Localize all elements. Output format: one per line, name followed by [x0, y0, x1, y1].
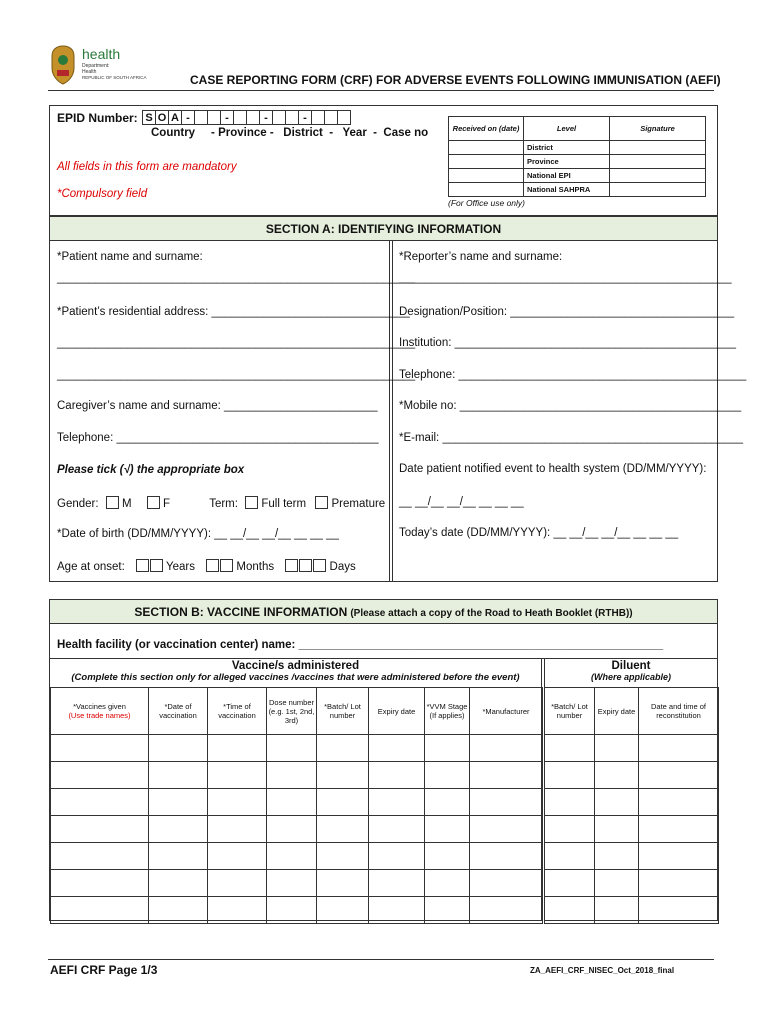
vaccines-heading-block: [50, 659, 541, 687]
epid-cell[interactable]: [312, 111, 325, 125]
mandatory-note: All fields in this form are mandatory: [57, 161, 237, 173]
vaccine-row-cell[interactable]: [470, 735, 543, 762]
epid-cell[interactable]: [286, 111, 299, 125]
epid-cell: -: [260, 111, 273, 125]
age-label: Age at onset:: [57, 561, 125, 573]
diluent-table: [544, 687, 719, 924]
designation-field[interactable]: Designation/Position: ___________________________________: [399, 306, 735, 318]
diluent-row-cell[interactable]: [639, 762, 719, 789]
diluent-row-cell[interactable]: [545, 735, 595, 762]
office-cell[interactable]: [610, 141, 706, 155]
diluent-row: [545, 843, 719, 870]
diluent-row: [545, 762, 719, 789]
vaccine-row-cell[interactable]: [317, 870, 369, 897]
vaccine-row-cell[interactable]: [51, 789, 149, 816]
logo-dept: Department:: [82, 63, 110, 69]
vaccine-row-cell[interactable]: [470, 843, 543, 870]
vaccine-row-cell[interactable]: [317, 843, 369, 870]
col-trade-note: (Use trade names): [68, 711, 131, 720]
office-table: [448, 116, 706, 197]
vaccine-row-cell[interactable]: [51, 762, 149, 789]
vaccine-row-cell[interactable]: [208, 816, 267, 843]
section-b-title: SECTION B: VACCINE INFORMATION: [134, 605, 348, 619]
age-days-box-3[interactable]: [313, 559, 326, 572]
vaccine-row-cell[interactable]: [267, 816, 317, 843]
vaccine-row-cell[interactable]: [208, 735, 267, 762]
col-date: *Date of vaccination: [149, 688, 208, 735]
fullterm-label: Full term: [261, 498, 307, 510]
age-years-box-2[interactable]: [150, 559, 163, 572]
vaccine-row-cell[interactable]: [149, 816, 208, 843]
diluent-row-cell[interactable]: [595, 762, 639, 789]
diluent-row-cell[interactable]: [595, 735, 639, 762]
vaccine-row-cell[interactable]: [149, 762, 208, 789]
vaccine-row-cell[interactable]: [267, 762, 317, 789]
epid-cell[interactable]: [234, 111, 247, 125]
vaccine-row-cell[interactable]: [470, 870, 543, 897]
vaccine-row-cell[interactable]: [425, 789, 470, 816]
vaccine-row-cell[interactable]: [369, 870, 425, 897]
vaccine-row-cell[interactable]: [149, 843, 208, 870]
epid-cell[interactable]: [338, 111, 351, 125]
office-signature-header: Signature: [610, 117, 706, 141]
epid-cells: [142, 110, 351, 125]
notified-date-field[interactable]: __ __/__ __/__ __ __ __: [399, 496, 524, 508]
vaccine-row: [51, 735, 543, 762]
office-cell[interactable]: [449, 169, 524, 183]
office-level-district: District: [524, 141, 610, 155]
office-level-header: Level: [524, 117, 610, 141]
vaccine-row-cell[interactable]: [208, 897, 267, 924]
vaccines-note: (Complete this section only for alleged vaccines /vaccines that were administered before the event): [71, 672, 520, 683]
vaccine-row-cell[interactable]: [425, 843, 470, 870]
vaccine-row-cell[interactable]: [369, 789, 425, 816]
vaccine-row: [51, 816, 543, 843]
col-dose: Dose number (e.g. 1st, 2nd, 3rd): [267, 688, 317, 735]
vaccine-row: [51, 870, 543, 897]
diluent-row-cell[interactable]: [545, 816, 595, 843]
patient-name-label: *Patient name and surname:: [57, 251, 203, 263]
diluent-row: [545, 870, 719, 897]
diluent-row-cell[interactable]: [639, 870, 719, 897]
office-cell[interactable]: [449, 155, 524, 169]
vaccine-row-cell[interactable]: [470, 789, 543, 816]
vaccine-row-cell[interactable]: [149, 789, 208, 816]
vaccine-row-cell[interactable]: [369, 897, 425, 924]
vaccine-row: [51, 843, 543, 870]
vaccine-row-cell[interactable]: [267, 789, 317, 816]
epid-cell[interactable]: [208, 111, 221, 125]
diluent-row-cell[interactable]: [639, 816, 719, 843]
vaccine-row-cell[interactable]: [267, 735, 317, 762]
col-diluent-expiry: Expiry date: [595, 688, 639, 735]
section-b-title-note: (Please attach a copy of the Road to Heath Booklet (RTHB)): [350, 608, 633, 619]
col-manufacturer: *Manufacturer: [470, 688, 543, 735]
epid-cell: O: [156, 111, 169, 125]
diluent-row: [545, 897, 719, 924]
vaccines-heading: Vaccine/s administered: [231, 660, 360, 672]
diluent-row-cell[interactable]: [595, 897, 639, 924]
office-cell[interactable]: [449, 183, 524, 197]
epid-sublabels: Country - Province - District - Year - Case no: [151, 127, 429, 139]
epid-cell[interactable]: [247, 111, 260, 125]
diluent-row-cell[interactable]: [639, 843, 719, 870]
diluent-row-cell[interactable]: [545, 870, 595, 897]
age-years-label: Years: [165, 561, 195, 573]
vaccine-row-cell[interactable]: [470, 897, 543, 924]
diluent-row-cell[interactable]: [639, 735, 719, 762]
premature-checkbox[interactable]: [315, 496, 328, 509]
vaccine-row: [51, 762, 543, 789]
col-diluent-reconstitution: Date and time of reconstitution: [639, 688, 719, 735]
caregiver-field[interactable]: Caregiver’s name and surname: ________________________: [57, 400, 378, 412]
vaccine-row-cell[interactable]: [51, 843, 149, 870]
patient-address-line-2[interactable]: ________________________________________________________: [57, 337, 416, 349]
vaccine-row-cell[interactable]: [267, 843, 317, 870]
vaccine-row-cell[interactable]: [369, 843, 425, 870]
section-a-header: [50, 217, 717, 241]
diluent-row-cell[interactable]: [639, 897, 719, 924]
section-a-divider: [389, 241, 393, 582]
gender-row: [57, 496, 385, 510]
office-cell[interactable]: [610, 183, 706, 197]
premature-label: Premature: [331, 498, 386, 510]
gender-f-label: F: [162, 498, 170, 510]
vaccine-row: [51, 789, 543, 816]
mobile-field[interactable]: *Mobile no: ____________________________________________: [399, 400, 742, 412]
vaccine-row-cell[interactable]: [149, 735, 208, 762]
patient-address-field[interactable]: *Patient’s residential address: _______________________________: [57, 306, 410, 318]
reporter-name-label: *Reporter’s name and surname:: [399, 251, 563, 263]
gender-m-label: M: [121, 498, 132, 510]
age-months-box-2[interactable]: [220, 559, 233, 572]
dob-field[interactable]: *Date of birth (DD/MM/YYYY): __ __/__ __/__ __ __ __: [57, 528, 339, 540]
office-level-sahpra: National SAHPRA: [524, 183, 610, 197]
term-label: Term:: [209, 498, 238, 510]
office-level-province: Province: [524, 155, 610, 169]
vaccine-row-cell[interactable]: [317, 762, 369, 789]
institution-field[interactable]: Institution: ____________________________________________: [399, 337, 737, 349]
office-cell[interactable]: [610, 155, 706, 169]
logo-name: health: [82, 46, 121, 62]
diluent-row: [545, 789, 719, 816]
col-batch: *Batch/ Lot number: [317, 688, 369, 735]
vaccine-row-cell[interactable]: [51, 870, 149, 897]
footer-rule: [48, 959, 714, 960]
diluent-heading-block: [545, 659, 717, 687]
epid-cell: -: [182, 111, 195, 125]
vaccine-row-cell[interactable]: [470, 816, 543, 843]
vaccine-row-cell[interactable]: [317, 789, 369, 816]
vaccine-row-cell[interactable]: [317, 897, 369, 924]
epid-cell: A: [169, 111, 182, 125]
section-b-header: [50, 600, 717, 624]
vaccine-row-cell[interactable]: [425, 897, 470, 924]
diluent-row-cell[interactable]: [639, 789, 719, 816]
reporter-name-field[interactable]: ____________________________________________________: [399, 272, 732, 284]
vaccine-row-cell[interactable]: [369, 762, 425, 789]
age-years-box-1[interactable]: [136, 559, 149, 572]
form-title: CASE REPORTING FORM (CRF) FOR ADVERSE EVENTS FOLLOWING IMMUNISATION (AEFI): [190, 73, 721, 87]
vaccine-row-cell[interactable]: [267, 870, 317, 897]
age-days-label: Days: [329, 561, 356, 573]
coat-of-arms-icon: [48, 44, 78, 86]
age-row: [57, 559, 356, 573]
logo-country: REPUBLIC OF SOUTH AFRICA: [82, 75, 147, 80]
vaccine-row-cell[interactable]: [149, 870, 208, 897]
diluent-row-cell[interactable]: [595, 789, 639, 816]
footer-code: ZA_AEFI_CRF_NISEC_Oct_2018_final: [530, 966, 675, 975]
diluent-row-cell[interactable]: [545, 789, 595, 816]
compulsory-note: *Compulsory field: [57, 188, 148, 200]
col-expiry: Expiry date: [369, 688, 425, 735]
office-cell[interactable]: [610, 169, 706, 183]
age-months-label: Months: [236, 561, 275, 573]
vaccine-row-cell[interactable]: [425, 816, 470, 843]
epid-cell[interactable]: [195, 111, 208, 125]
diluent-row: [545, 735, 719, 762]
diluent-row-cell[interactable]: [545, 897, 595, 924]
vaccine-row-cell[interactable]: [369, 735, 425, 762]
col-vaccines-given-label: *Vaccines given: [73, 702, 126, 711]
diluent-row-cell[interactable]: [595, 870, 639, 897]
gender-m-checkbox[interactable]: [106, 496, 119, 509]
patient-address-line-3[interactable]: ________________________________________________________: [57, 369, 416, 381]
office-cell[interactable]: [449, 141, 524, 155]
section-a-title: SECTION A: IDENTIFYING INFORMATION: [265, 222, 502, 236]
epid-cell[interactable]: [325, 111, 338, 125]
vaccine-table: [50, 687, 543, 924]
epid-cell[interactable]: [273, 111, 286, 125]
todays-date-field[interactable]: Today’s date (DD/MM/YYYY): __ __/__ __/__ __ __ __: [399, 527, 679, 539]
epid-cell: -: [299, 111, 312, 125]
office-level-epi: National EPI: [524, 169, 610, 183]
health-facility-field[interactable]: Health facility (or vaccination center) name: _________________________________________________________: [57, 639, 664, 651]
vaccine-row-cell[interactable]: [149, 897, 208, 924]
vaccine-row-cell[interactable]: [51, 735, 149, 762]
patient-name-field[interactable]: ________________________________________________________: [57, 272, 416, 284]
gender-label: Gender:: [57, 498, 99, 510]
vaccine-row-cell[interactable]: [208, 789, 267, 816]
vaccine-row-cell[interactable]: [470, 762, 543, 789]
title-rule: [48, 90, 714, 91]
vaccine-row-cell[interactable]: [51, 816, 149, 843]
col-diluent-batch: *Batch/ Lot number: [545, 688, 595, 735]
diluent-heading: Diluent: [611, 660, 651, 672]
epid-cell: S: [143, 111, 156, 125]
diluent-row-cell[interactable]: [545, 843, 595, 870]
notified-date-label: Date patient notified event to health system (DD/MM/YYYY):: [399, 463, 707, 475]
col-vaccines-given: [51, 688, 149, 735]
vaccine-row: [51, 897, 543, 924]
vaccine-row-cell[interactable]: [369, 816, 425, 843]
vaccine-row-cell[interactable]: [425, 870, 470, 897]
email-field[interactable]: *E-mail: _______________________________________________: [399, 432, 744, 444]
office-received-header: Received on (date): [449, 117, 524, 141]
vaccine-row-cell[interactable]: [208, 762, 267, 789]
diluent-row: [545, 816, 719, 843]
diluent-row-cell[interactable]: [545, 762, 595, 789]
age-days-box-1[interactable]: [285, 559, 298, 572]
age-months-box-1[interactable]: [206, 559, 219, 572]
patient-telephone-field[interactable]: Telephone: _________________________________________: [57, 432, 379, 444]
age-days-box-2[interactable]: [299, 559, 312, 572]
office-note: (For Office use only): [448, 198, 525, 208]
reporter-telephone-field[interactable]: Telephone: _____________________________________________: [399, 369, 747, 381]
vaccine-row-cell[interactable]: [208, 870, 267, 897]
vaccine-row-cell[interactable]: [51, 897, 149, 924]
vaccine-row-cell[interactable]: [267, 897, 317, 924]
footer-page: AEFI CRF Page 1/3: [50, 963, 158, 977]
vaccine-row-cell[interactable]: [208, 843, 267, 870]
gender-f-checkbox[interactable]: [147, 496, 160, 509]
logo-health: Health: [82, 69, 97, 75]
vaccine-row-cell[interactable]: [425, 762, 470, 789]
col-vvm: *VVM Stage (If applies): [425, 688, 470, 735]
vaccine-row-cell[interactable]: [317, 735, 369, 762]
col-time: *Time of vaccination: [208, 688, 267, 735]
fullterm-checkbox[interactable]: [245, 496, 258, 509]
epid-cell: -: [221, 111, 234, 125]
tick-instruction: Please tick (√) the appropriate box: [57, 464, 245, 476]
logo: [48, 44, 158, 90]
diluent-row-cell[interactable]: [595, 843, 639, 870]
vaccine-row-cell[interactable]: [317, 816, 369, 843]
epid-label: EPID Number:: [57, 111, 138, 125]
diluent-note: (Where applicable): [590, 672, 671, 682]
vaccine-row-cell[interactable]: [425, 735, 470, 762]
diluent-row-cell[interactable]: [595, 816, 639, 843]
